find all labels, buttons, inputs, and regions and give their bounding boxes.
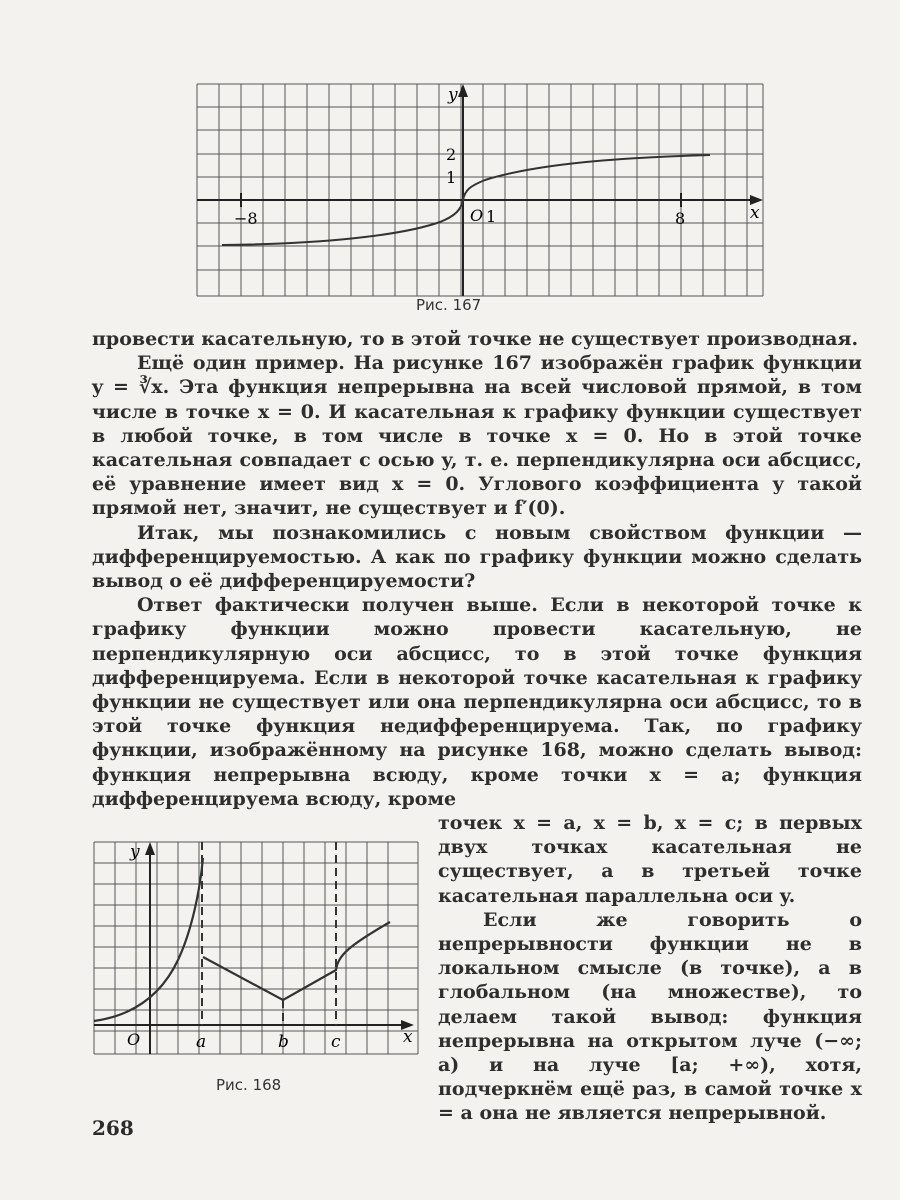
figure-168-grid [94, 842, 418, 1054]
paragraph-4: Ответ фактически получен выше. Если в некоторой точке к графику функции можно провести касательную, не перпендикулярную оси абсцисс, то в этой точке функция дифференцируема. Если в некоторой точке касательная к графику функции не существует или она перпендикулярна оси абсцисс, то в этой точке функция недифференцируема. Так, по графику функции, изображённому на рисунке 168, можно сделать вывод: функция непрерывна всюду, кроме точки x = a; функция дифференцируема всюду, кроме [92, 594, 862, 810]
fig168-label-a: a [196, 1032, 207, 1052]
fig168-origin-label: O [127, 1030, 141, 1049]
paragraph-2: Ещё один пример. На рисунке 167 изображён график функции y = ∛x. Эта функция непрерывна на всей числовой прямой, в том числе в точке x = 0. И касательная к графику функции существует в любой точке, в том числе в точке x = 0. Но в этой точке касательная совпадает с осью y, т. е. перпендикулярна оси абсцисс, её уравнение имеет вид x = 0. Углового коэффициента у такой прямой нет, значит, не существует и f′(0). [92, 352, 862, 520]
paragraph-4-continued: точек x = a, x = b, x = c; в первых двух точках касательная не существует, а в третьей точке касательная параллельна оси y. [438, 812, 862, 907]
paragraph-1: провести касательную, то в этой точке не существует производная. [92, 328, 859, 350]
fig167-x-label: x [750, 203, 760, 223]
fig167-y-label: y [448, 85, 458, 105]
fig167-tick-1: 1 [486, 207, 497, 226]
fig168-curve-left [94, 858, 203, 1021]
figure-168-axes [94, 842, 414, 1054]
fig168-curve-right [203, 922, 390, 1000]
fig167-ytick-1: 1 [446, 168, 457, 187]
fig167-tick-8: 8 [675, 209, 686, 228]
fig167-origin-label: O [470, 206, 484, 225]
fig167-ytick-2: 2 [446, 145, 457, 164]
paragraph-3: Итак, мы познакомились с новым свойством функции — дифференцируемостью. А как по графику функции можно сделать вывод о её дифференцируемости? [92, 521, 862, 593]
fig168-label-c: c [331, 1032, 341, 1052]
text-block-side [438, 811, 862, 1126]
page-number: 268 [92, 1116, 134, 1140]
figure-168-caption: Рис. 168 [216, 1076, 282, 1094]
fig167-tick-neg8: −8 [234, 209, 258, 228]
figure-168 [0, 0, 440, 1080]
figure-168-dashed-lines [202, 842, 336, 1025]
fig168-x-label: x [403, 1027, 413, 1047]
figure-167-caption: Рис. 167 [416, 296, 482, 314]
paragraph-5: Если же говорить о непрерывности функции не в локальном смысле (в точке), а в глобальном (на множестве), то делаем такой вывод: функция непрерывна на открытом луче (−∞; a) и на луче [a; +∞), хотя, подчеркнём ещё раз, в самой точке x = a она не является непрерывной. [438, 908, 862, 1125]
fig168-y-label: y [130, 842, 140, 862]
fig168-label-b: b [278, 1032, 289, 1052]
